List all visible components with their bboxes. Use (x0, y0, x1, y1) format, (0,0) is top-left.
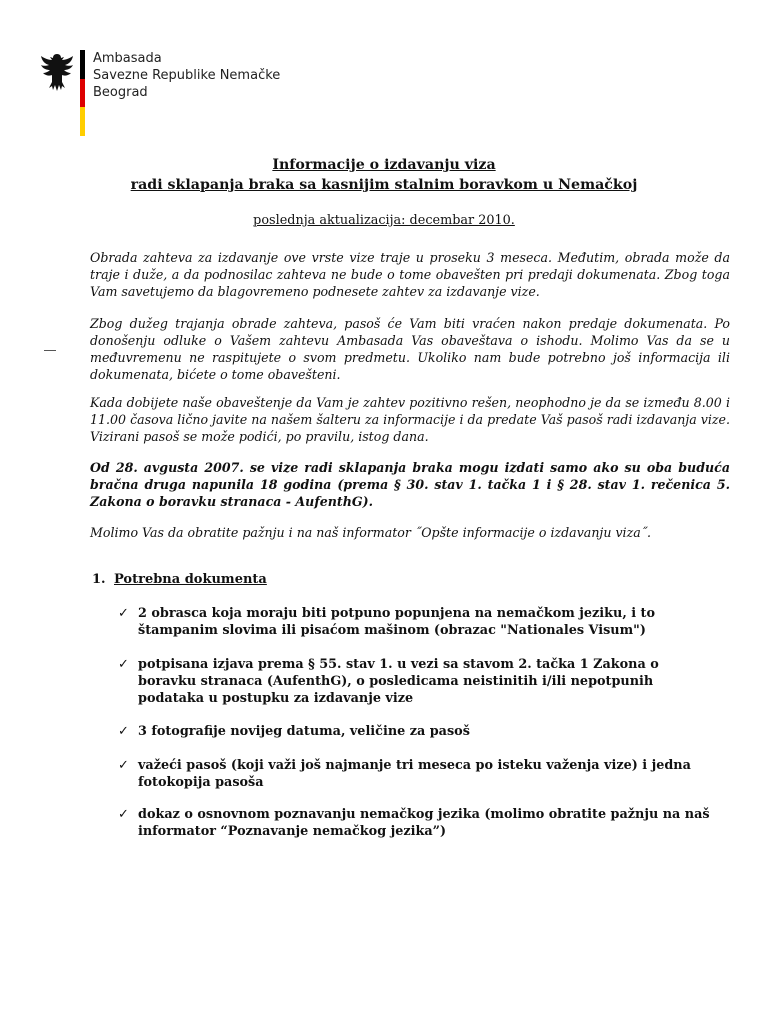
checkmark-icon: ✓ (118, 758, 129, 773)
checkmark-icon: ✓ (118, 657, 129, 672)
section-number: 1. (92, 572, 106, 587)
list-item (118, 656, 718, 707)
list-item (118, 605, 718, 639)
title-line-2: radi sklapanja braka sa kasnijim stalnim boravkom u Nemačkoj (130, 177, 638, 193)
federal-eagle-icon (40, 52, 74, 92)
checkmark-icon: ✓ (118, 724, 129, 739)
list-item-text: 3 fotografije novijeg datuma, veličine za pasoš (138, 724, 470, 739)
list-item (118, 806, 718, 840)
paragraph-age-requirement: Od 28. avgusta 2007. se vize radi sklapanja braka mogu izdati samo ako su oba buduća bračna druga napunila 18 godina (prema § 30. stav 1. tačka 1 i § 28. stav 1. rečenica 5. Zakona o boravku stranaca - AufenthG). (90, 460, 730, 509)
checkmark-icon: ✓ (118, 807, 129, 822)
paragraph-informator: Molimo Vas da obratite pažnju i na naš informator ˝Opšte informacije o izdavanju viza˝. (90, 525, 652, 540)
flag-bar (80, 50, 85, 136)
section-heading (92, 572, 267, 587)
paragraph-passport-return: Zbog dužeg trajanja obrade zahteva, pasoš će Vam biti vraćen nakon predaje dokumenata. Po donošenju odluke o Vašem zahtevu Ambasada Vas obaveštava o ishodu. Molimo Vas da se u međuvremenu ne raspitujete o svom predmetu. Ukoliko nam bude potrebno još informacija ili dokumenata, bićete o tome obavešteni. (90, 316, 730, 382)
org-line-1: Ambasada (93, 51, 162, 66)
section-label: Potrebna dokumenta (114, 572, 267, 587)
embassy-name (93, 50, 280, 101)
list-item-text: potpisana izjava prema § 55. stav 1. u vezi sa stavom 2. tačka 1 Zakona o boravku stranaca (AufenthG), o posledicama neistinitih i/ili nepotpunih podataka u postupku za izdavanje vize (138, 657, 659, 706)
org-line-3: Beograd (93, 85, 148, 100)
paragraph-notification: Kada dobijete naše obaveštenje da Vam je zahtev pozitivno rešen, neophodno je da se između 8.00 i 11.00 časova lično javite na našem šalteru za informacije i da predate Vaš pasoš radi izdavanja vize. Vizirani pasoš se može podići, po pravilu, istog dana. (90, 395, 730, 444)
title-line-1: Informacije o izdavanju viza (272, 157, 496, 173)
list-item-text: dokaz o osnovnom poznavanju nemačkog jezika (molimo obratite pažnju na naš informator “Poznavanje nemačkog jezika”) (138, 807, 710, 839)
margin-mark (44, 350, 56, 351)
paragraph-processing-time: Obrada zahteva za izdavanje ove vrste vize traje u proseku 3 meseca. Međutim, obrada može da traje i duže, a da podnosilac zahteva ne bude o tome obavešten pri predaji dokumenata. Zbog toga Vam savetujemo da blagovremeno podnesete zahtev za izdavanje vize. (90, 250, 730, 299)
last-updated: poslednja aktualizacija: decembar 2010. (253, 213, 515, 228)
list-item (118, 757, 718, 791)
list-item-text: 2 obrasca koja moraju biti potpuno popunjena na nemačkom jeziku, i to štampanim slovima ili pisaćom mašinom (obrazac "Nationales Visum") (138, 606, 655, 638)
list-item-text: važeći pasoš (koji važi još najmanje tri meseca po isteku važenja vize) i jedna fotokopija pasoša (138, 758, 691, 790)
org-line-2: Savezne Republike Nemačke (93, 68, 281, 83)
list-item (118, 723, 718, 740)
checkmark-icon: ✓ (118, 606, 129, 621)
